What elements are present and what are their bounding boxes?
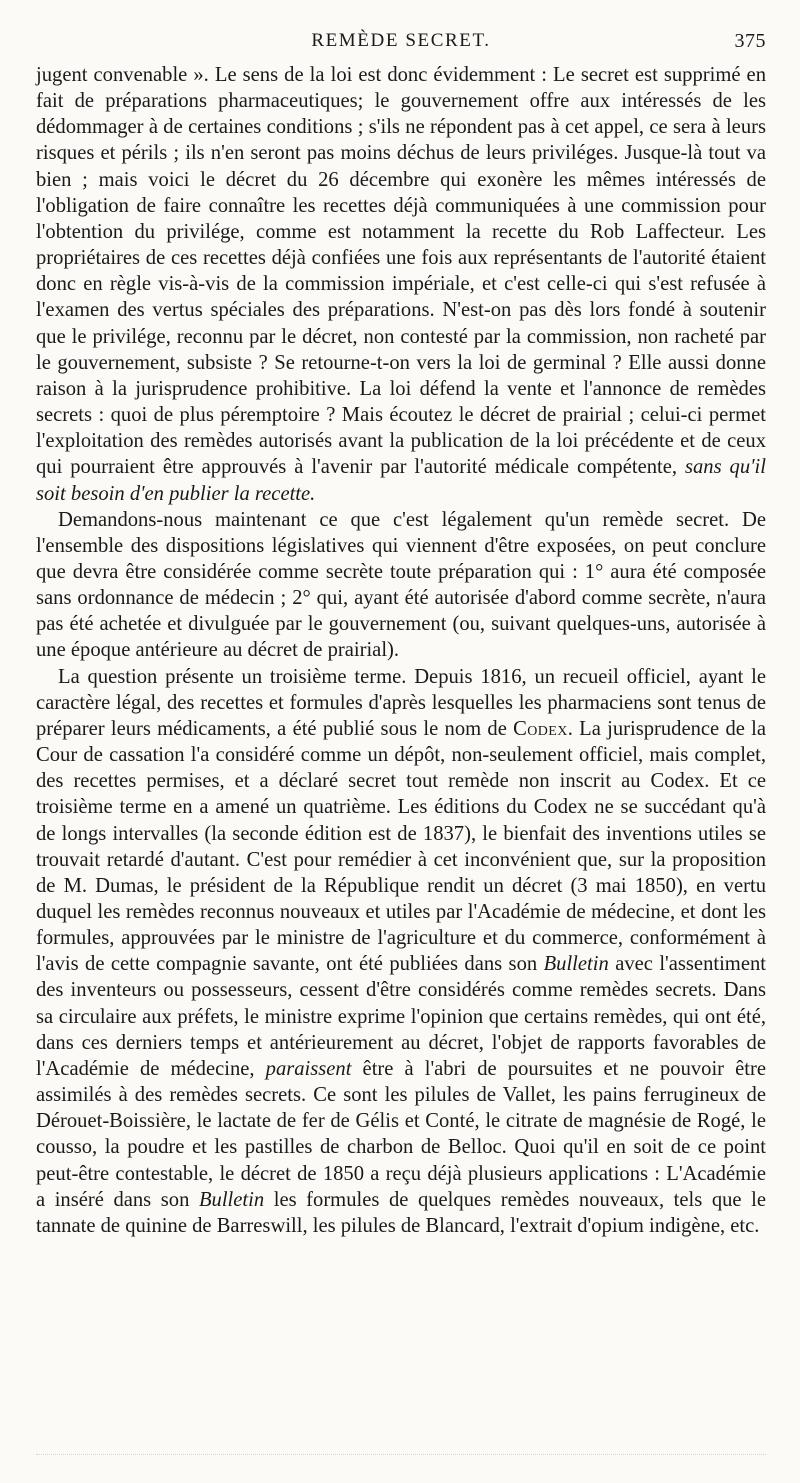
text-segment: être à l'abri de poursuites et ne pouvoir être assimilés à des remèdes secrets. Ce sont les pilules de Vallet, les pains ferrugineux de Dérouet-Boissière, le lactate de fer de Gélis et Conté, le citrate de magnésie de Rogé, le cousso, la poudre et les pastilles de charbon de Belloc. Quoi qu'il en soit de ce point peut-être contestable, le décret de 1850 a reçu déjà plusieurs applications : L'Académie a inséré dans son	[36, 1057, 766, 1211]
text-segment: paraissent	[265, 1057, 352, 1080]
text-segment: Bulletin	[198, 1188, 265, 1211]
paragraph-p2	[36, 507, 766, 664]
body-text	[36, 62, 766, 1239]
book-page	[36, 0, 766, 1483]
text-segment: jugent convenable ». Le sens de la loi est donc évidemment : Le secret est supprimé en fait de préparations pharmaceutiques; le gouvernement offre aux intéressés de les dédommager à de certaines conditions ; s'ils ne répondent pas à cet appel, ce sera à leurs risques et périls ; ils n'en seront pas moins déchus de leurs priviléges. Jusque-là tout va bien ; mais voici le décret du 26 décembre qui exonère les mêmes intéressés de l'obligation de faire connaître les recettes déjà communiquées à une commission pour l'obtention du privilége, comme est notamment la recette du Rob Laffecteur. Les propriétaires de ces recettes déjà confiées une fois aux représentants de l'autorité étaient donc en règle vis-à-vis de la commission impériale, et c'est celle-ci qui s'est refusée à l'examen des vertus spéciales des préparations. N'est-on pas dès lors fondé à soutenir que le privilége, reconnu par le décret, non contesté par la commission, non racheté par le gouvernement, subsiste ? Se retourne-t-on vers la loi de germinal ? Elle aussi donne raison à la jurisprudence prohibitive. La loi défend la vente et l'annonce de remèdes secrets : quoi de plus péremptoire ? Mais écoutez le décret de prairial ; celui-ci permet l'exploitation des remèdes autorisés avant la publication de la loi précédente et de ceux qui pourraient être approuvés à l'avenir par l'autorité médicale compétente,	[36, 64, 766, 479]
text-segment: sans qu'il soit besoin d'en publier la recette.	[36, 456, 766, 505]
text-segment: Codex	[513, 717, 568, 740]
page-bottom-marks	[36, 1448, 766, 1455]
text-segment: les formules de quelques remèdes nouveaux, tels que le tannate de quinine de Barreswill, les pilules de Blancard, l'extrait d'opium indigène, etc.	[36, 1188, 767, 1237]
text-segment: La question présente un troisième terme. Depuis 1816, un recueil officiel, ayant le caractère légal, des recettes et formules d'après lesquelles les pharmaciens sont tenus de préparer leurs médicaments, a été publié sous le nom de	[36, 665, 766, 740]
running-title: REMÈDE SECRET.	[311, 30, 491, 51]
text-segment: Bulletin	[543, 953, 609, 976]
running-head	[36, 0, 766, 62]
paragraph-p3	[36, 664, 766, 1239]
page-number: 375	[734, 30, 766, 52]
text-segment: . La jurisprudence de la Cour de cassation l'a considéré comme un dépôt, non-seulement officiel, mais complet, des recettes permises, et a déclaré secret tout remède non inscrit au Codex. Et ce troisième terme en a amené un quatrième. Les éditions du Codex ne se succédant qu'à de longs intervalles (la seconde édition est de 1837), le bienfait des inventions utiles se trouvait retardé d'autant. C'est pour remédier à cet inconvénient que, sur la proposition de M. Dumas, le président de la République rendit un décret (3 mai 1850), en vertu duquel les remèdes reconnus nouveaux et utiles par l'Académie de médecine, et dont les formules, approuvées par le ministre de l'agriculture et du commerce, conformément à l'avis de cette compagnie savante, ont été publiées dans son	[36, 717, 766, 976]
paragraph-p1	[36, 62, 766, 507]
text-segment: avec l'assentiment des inventeurs ou possesseurs, cessent d'être considérés comme remèdes secrets. Dans sa circulaire aux préfets, le ministre exprime l'opinion que certains remèdes, qui ont été, dans ces derniers temps et antérieurement au décret, l'objet de rapports favorables de l'Académie de médecine,	[36, 953, 766, 1080]
text-segment: Demandons-nous maintenant ce que c'est légalement qu'un remède secret. De l'ensemble des dispositions législatives qui viennent d'être exposées, on peut conclure que devra être considérée comme secrète toute préparation qui : 1° aura été composée sans ordonnance de médecin ; 2° qui, ayant été autorisée d'abord comme secrète, n'aura pas été achetée et divulguée par le gouvernement (ou, suivant quelques-uns, autorisée à une époque antérieure au décret de prairial).	[36, 508, 766, 662]
